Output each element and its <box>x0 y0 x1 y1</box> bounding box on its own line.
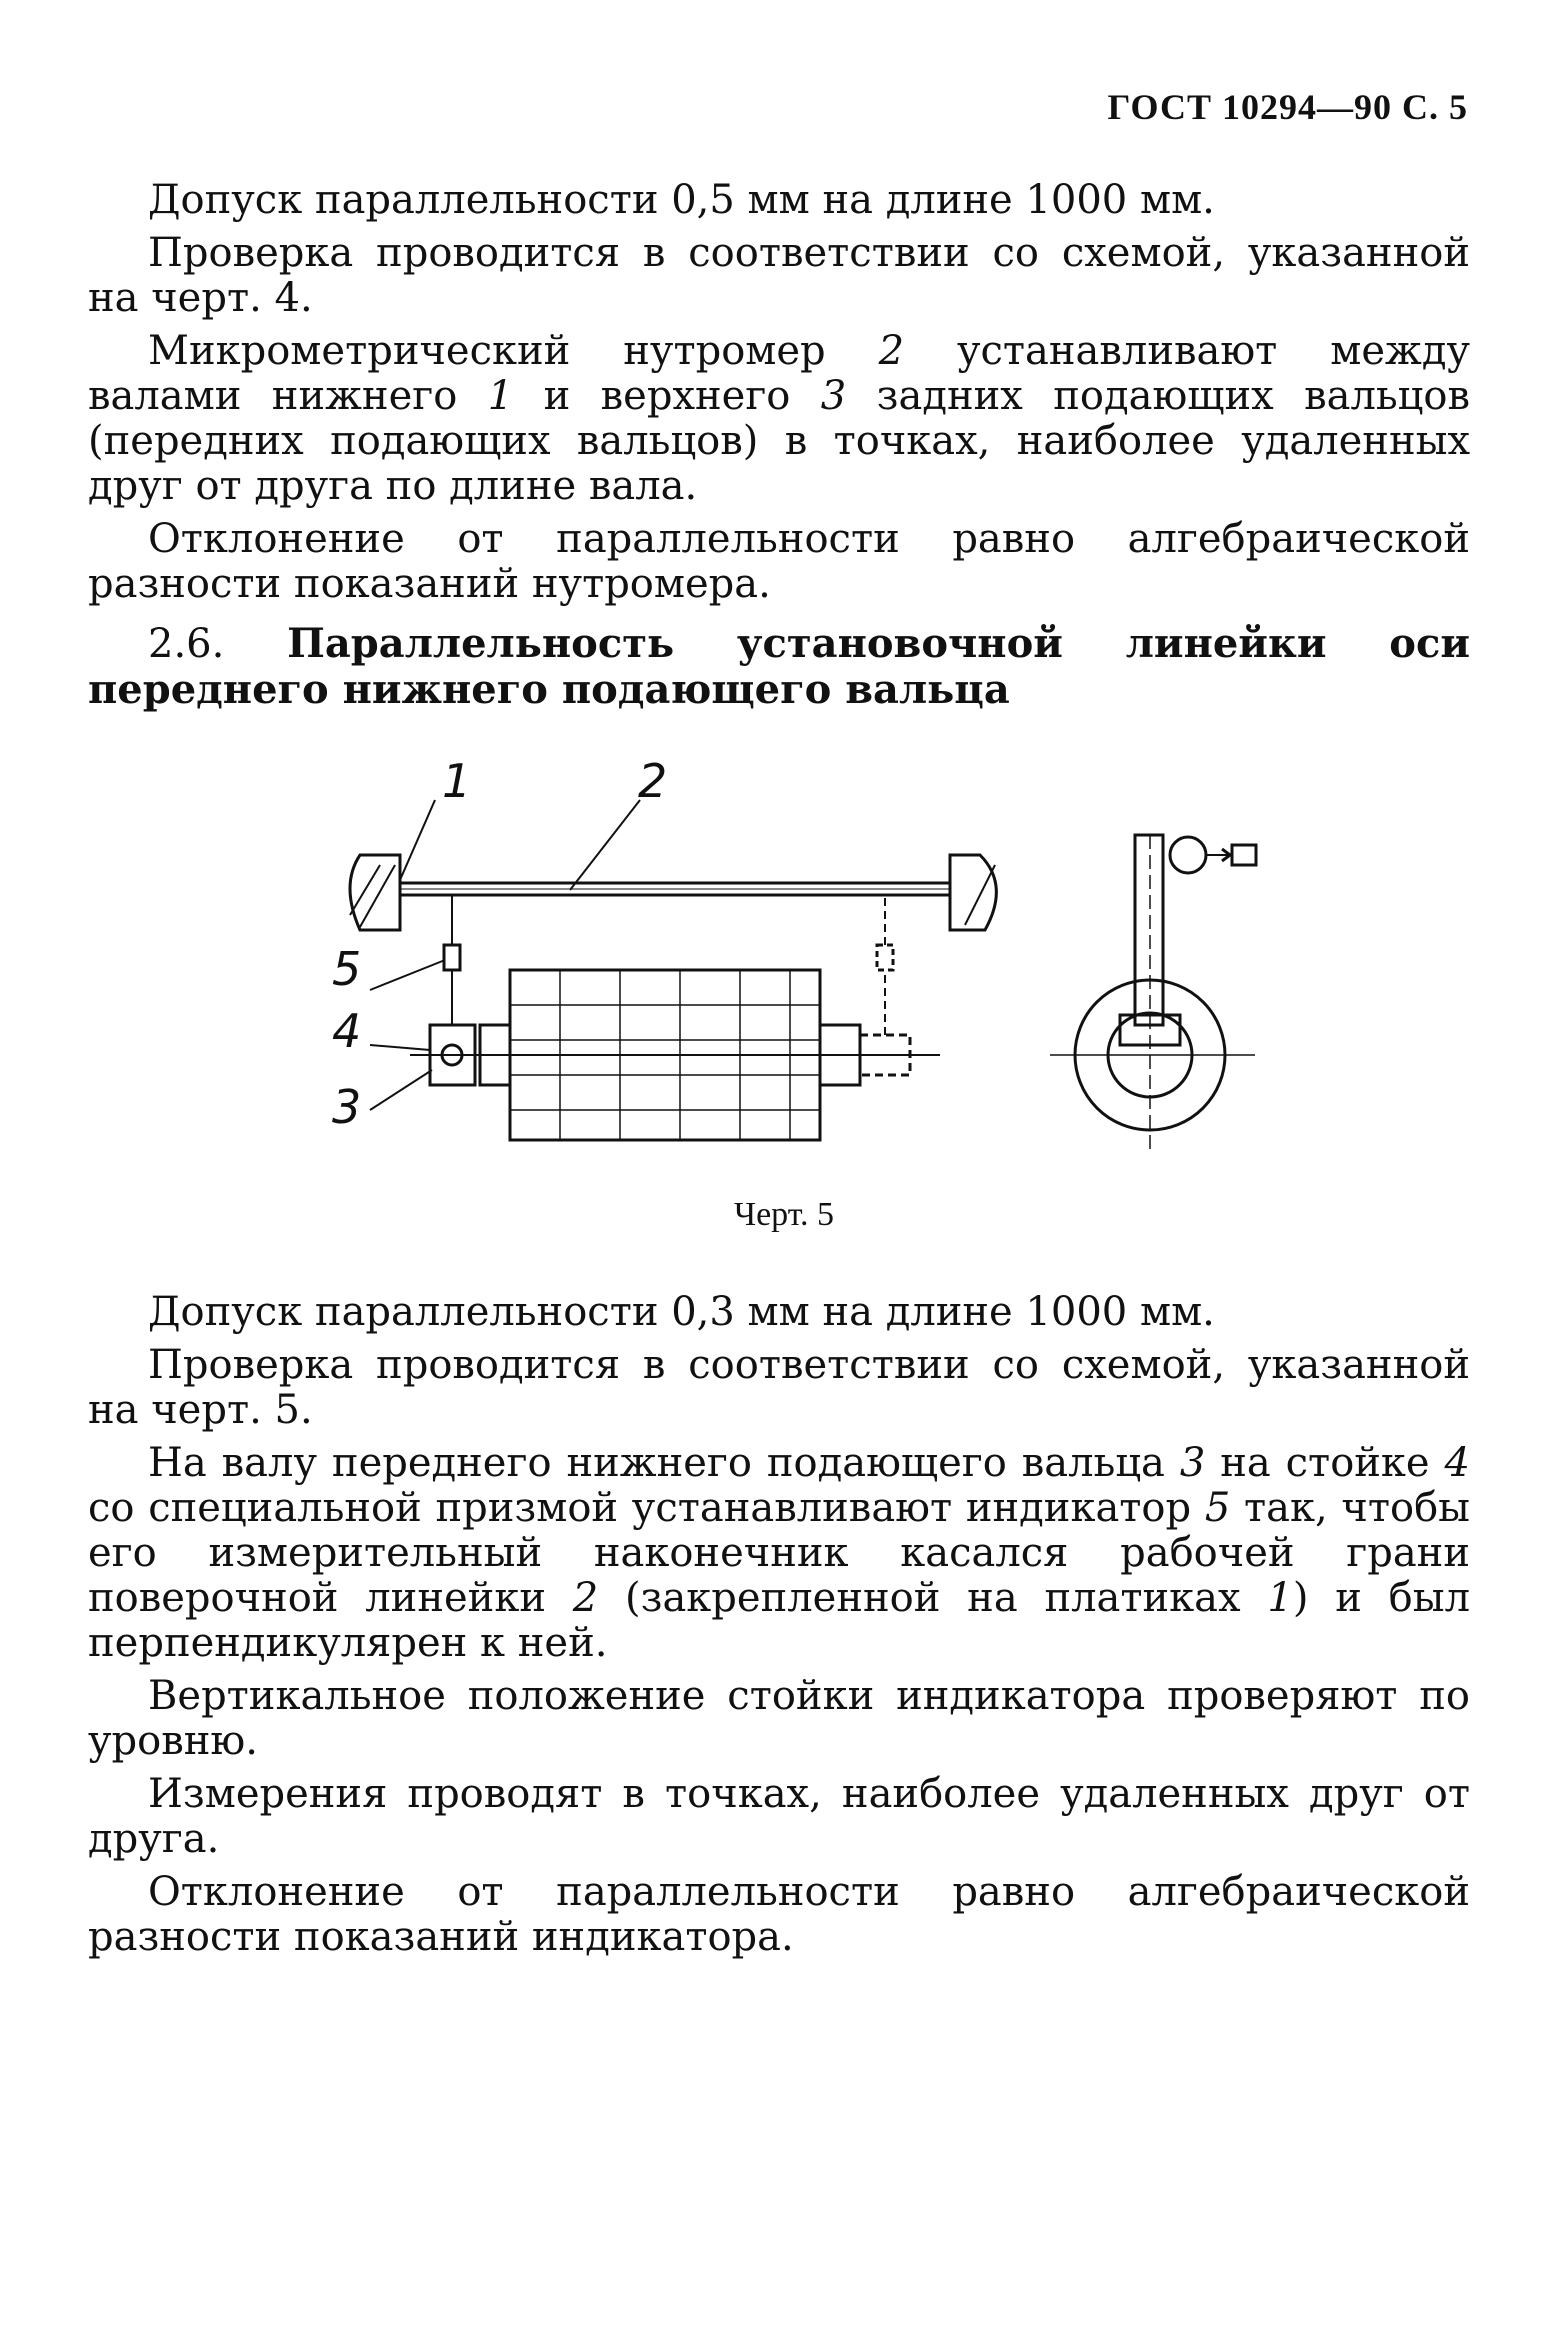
tolerance-paragraph-1: Допуск параллельности 0,5 мм на длине 1000 мм. <box>148 177 1215 223</box>
check-paragraph-1: Проверка проводится в соответствии со схемой, указанной на черт. 4. <box>88 230 1470 321</box>
indicator-dial <box>1170 837 1206 873</box>
deviation-paragraph-2: Отклонение от параллельности равно алгебраической разности показаний индикатора. <box>88 1869 1470 1960</box>
figure-label-1: 1 <box>442 755 472 808</box>
section-heading: 2.6. Параллельность установочной линейки оси переднего нижнего подающего вальца <box>88 620 1470 713</box>
check-paragraph-2: Проверка проводится в соответствии со схемой, указанной на черт. 5. <box>88 1342 1470 1433</box>
right-pad <box>950 855 996 930</box>
micrometer-paragraph: Микрометрический нутромер 2 устанавливают между валами нижнего 1 и верхнего 3 задних подающих вальцов (передних подающих вальцов) в точках, наиболее удаленных друг от друга по длине вала. <box>88 328 1470 509</box>
figure-label-5: 5 <box>332 942 362 996</box>
figure-caption: Черт. 5 <box>733 1196 835 1233</box>
left-pad <box>350 855 400 930</box>
tolerance-paragraph-2: Допуск параллельности 0,3 мм на длине 1000 мм. <box>148 1289 1215 1335</box>
vertical-position-paragraph: Вертикальное положение стойки индикатора проверяют по уровню. <box>88 1673 1470 1764</box>
deviation-paragraph-1: Отклонение от параллельности равно алгебраической разности показаний нутромера. <box>88 516 1470 607</box>
figure-label-4: 4 <box>332 1004 362 1058</box>
figure-label-2: 2 <box>638 755 668 808</box>
figure-5 <box>320 755 1300 1175</box>
measurement-paragraph: Измерения проводят в точках, наиболее удаленных друг от друга. <box>88 1771 1470 1862</box>
figure-label-3: 3 <box>332 1080 362 1134</box>
section-1 <box>88 178 1470 720</box>
page-header: ГОСТ 10294—90 С. 5 <box>1107 87 1468 127</box>
section-2 <box>88 1290 1470 1968</box>
figure-5-drawing <box>320 755 1300 1175</box>
indicator-paragraph: На валу переднего нижнего подающего вальца 3 на стойке 4 со специальной призмой устанавливают индикатор 5 так, чтобы его измерительный наконечник касался рабочей грани поверочной линейки 2 (закрепленной на платиках 1) и был перпендикулярен к ней. <box>88 1440 1470 1666</box>
